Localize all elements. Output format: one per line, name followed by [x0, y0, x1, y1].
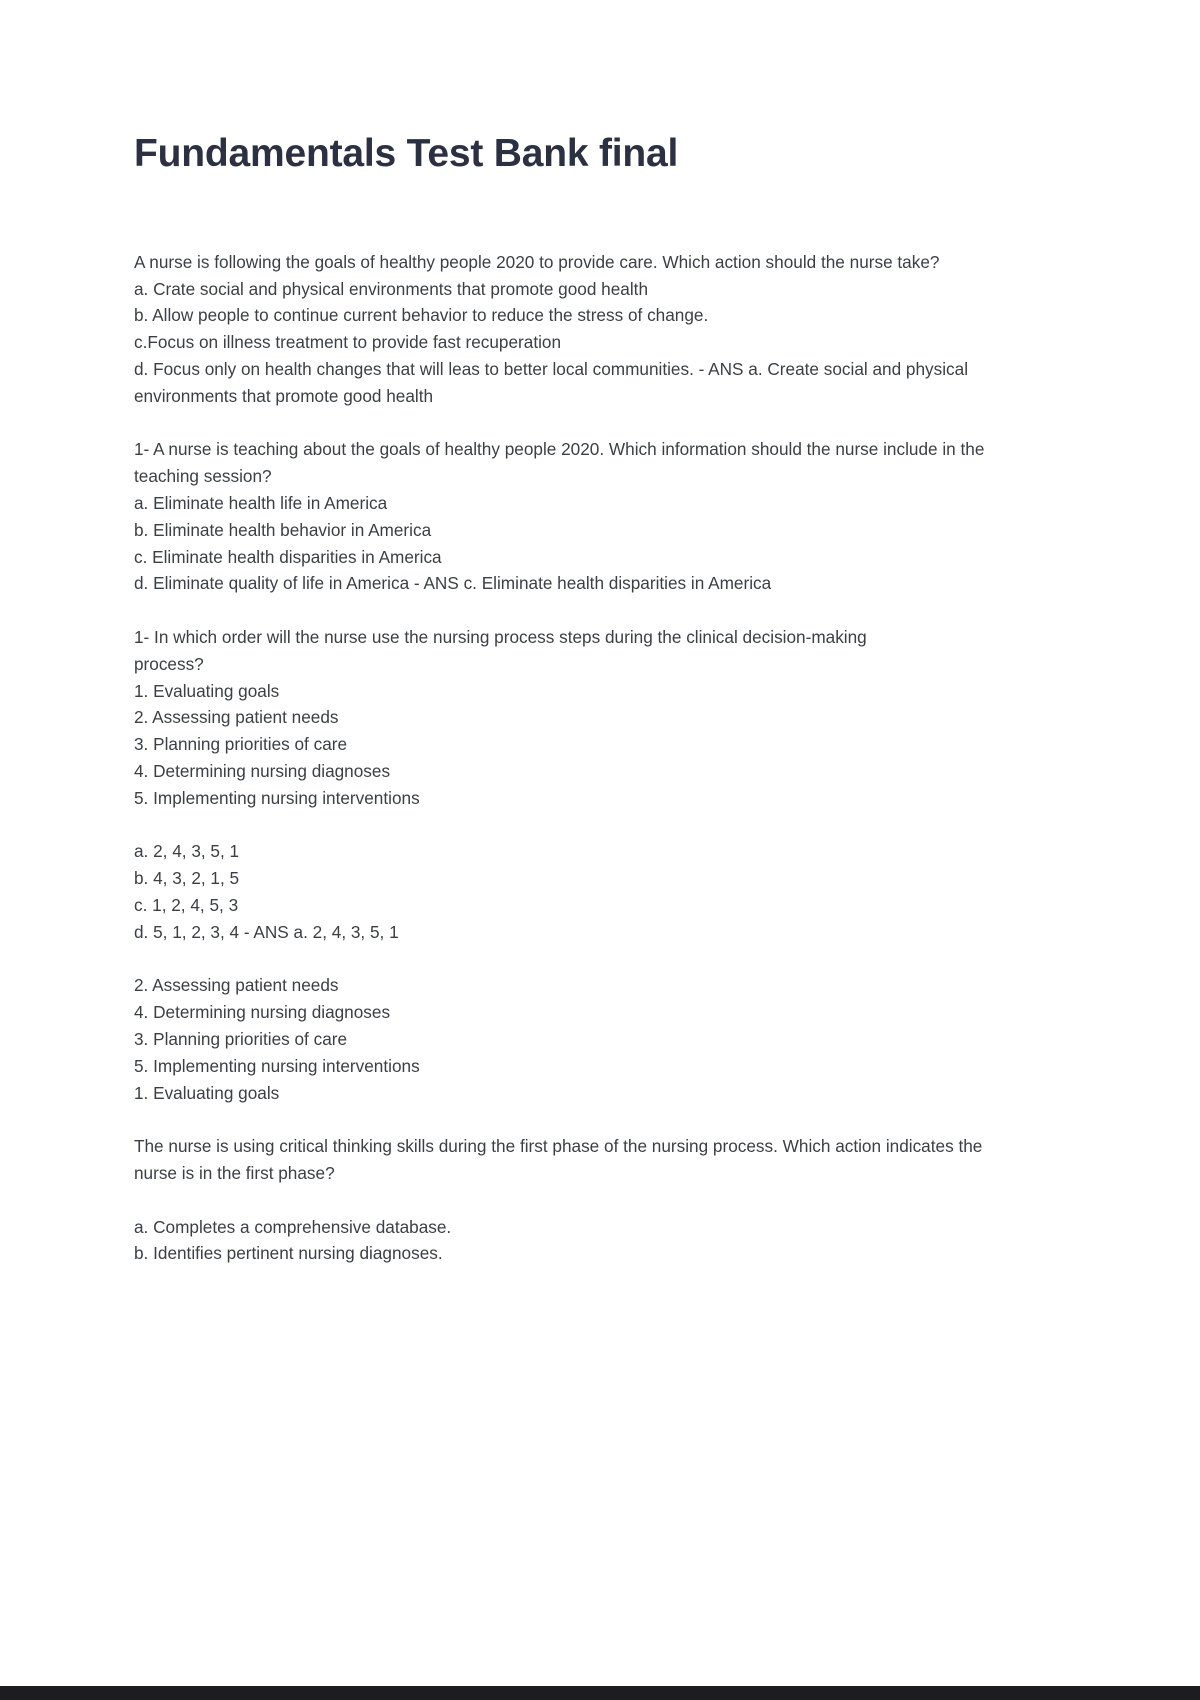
option-c-teaching-goals: c. Eliminate health disparities in America	[134, 546, 442, 567]
option-a-teaching-goals: a. Eliminate health life in America	[134, 493, 388, 514]
option-d-and-answer-process-order: d. 5, 1, 2, 3, 4 - ANS a. 2, 4, 3, 5, 1	[134, 921, 399, 942]
ordered-step-5: 1. Evaluating goals	[134, 1082, 280, 1103]
option-d-and-answer-healthy-people-goals: d. Focus only on health changes that will leas to better local communities. - ANS a. Create social and physical environments that promote good health	[134, 359, 969, 406]
block-spacer	[134, 597, 1000, 624]
option-a-critical-thinking: a. Completes a comprehensive database.	[134, 1216, 452, 1237]
ordered-step-4: 5. Implementing nursing interventions	[134, 1055, 420, 1076]
page-footer-bar	[0, 1686, 1200, 1700]
option-c-healthy-people-goals: c.Focus on illness treatment to provide fast recuperation	[134, 332, 562, 353]
option-c-process-order: c. 1, 2, 4, 5, 3	[134, 894, 239, 915]
option-b-teaching-goals: b. Eliminate health behavior in America	[134, 519, 432, 540]
block-spacer	[134, 410, 1000, 437]
block-spacer	[134, 946, 1000, 973]
option-b-process-order: b. 4, 3, 2, 1, 5	[134, 868, 240, 889]
question-block-nursing-process-order: 1- In which order will the nurse use the nursing process steps during the clinical decision-making	[134, 627, 867, 647]
step-item-1: 1. Evaluating goals	[134, 680, 280, 701]
option-d-and-answer-teaching-goals: d. Eliminate quality of life in America - ANS c. Eliminate health disparities in America	[134, 573, 772, 594]
option-a-process-order: a. 2, 4, 3, 5, 1	[134, 841, 240, 862]
ordered-step-1: 2. Assessing patient needs	[134, 975, 339, 996]
block-spacer	[134, 812, 1000, 839]
page-title: Fundamentals Test Bank final	[134, 132, 679, 175]
option-b-healthy-people-goals: b. Allow people to continue current behavior to reduce the stress of change.	[134, 305, 709, 326]
step-item-4: 4. Determining nursing diagnoses	[134, 760, 391, 781]
step-item-2: 2. Assessing patient needs	[134, 707, 339, 728]
ordered-step-2: 4. Determining nursing diagnoses	[134, 1002, 391, 1023]
question-block-teaching-goals: 1- A nurse is teaching about the goals of healthy people 2020. Which information should the nurse include in the teaching session?	[134, 439, 985, 487]
question-continuation-process: process?	[134, 653, 204, 674]
option-b-critical-thinking: b. Identifies pertinent nursing diagnoses.	[134, 1243, 443, 1264]
ordered-step-3: 3. Planning priorities of care	[134, 1028, 348, 1049]
question-block-critical-thinking: The nurse is using critical thinking skills during the first phase of the nursing process. Which action indicates the nurse is in the first phase?	[134, 1136, 983, 1183]
step-item-5: 5. Implementing nursing interventions	[134, 787, 420, 808]
question-block-healthy-people-goals: A nurse is following the goals of healthy people 2020 to provide care. Which action should the nurse take?	[134, 251, 940, 272]
block-spacer	[134, 1187, 1000, 1214]
option-a-healthy-people-goals: a. Crate social and physical environments that promote good health	[134, 278, 649, 299]
document-content	[134, 0, 1000, 1267]
step-item-3: 3. Planning priorities of care	[134, 734, 348, 755]
block-spacer	[134, 1106, 1000, 1133]
